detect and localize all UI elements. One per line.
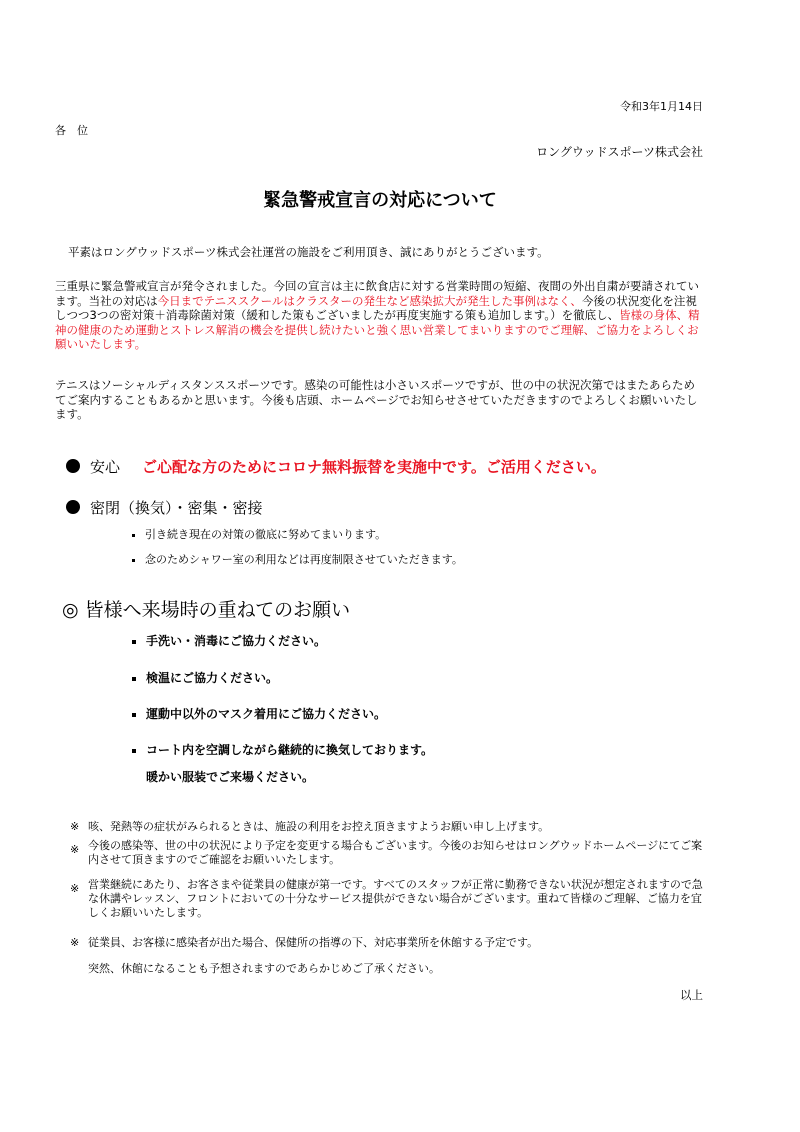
section-mippei-label: 密閉（換気）・密集・密接 [90,499,263,517]
bullet-square-icon [132,534,135,537]
note-item: ※ 今後の感染等、世の中の状況により予定を変更する場合もございます。今後のお知らせはロングウッドホームページにてご案内させて頂きますのでご確認をお願いいたします。 [70,839,703,866]
note-item: ※ 営業継続にあたり、お客さまや従業員の健康が第一です。すべてのスタッフが正常に勤務できない状況が想定されますので急な休講やレッスン、フロントにおいての十分なサービス提供ができない場合がございます。重ねて皆様のご理解、ご協力を宜しくお願いいたします。 [70,878,703,919]
list-item: 運動中以外のマスク着用にご協力ください。 [132,705,386,722]
greeting-paragraph: 平素はロングウッドスポーツ株式会社運営の施設をご利用頂き、誠にありがとうございます。 [68,245,549,259]
document-date: 令和3年1月14日 [620,100,703,113]
list-item: 手洗い・消毒にご協力ください。 [132,632,326,649]
bullet-square-icon [132,559,135,562]
note-item: ※ 咳、発熱等の症状がみられるときは、施設の利用をお控え頂きますようお願い申し上げます。 [70,820,550,833]
company-name: ロングウッドスポーツ株式会社 [536,145,703,159]
bullet-square-icon [132,677,136,681]
black-circle-icon [66,459,80,473]
document-title: 緊急警戒宣言の対応について [263,190,497,211]
closing-mark: 以上 [680,988,703,1002]
section-mippei [66,497,263,518]
bullet-square-icon [132,640,136,644]
list-item: コート内を空調しながら継続的に換気しております。 [132,741,433,758]
bullet-square-icon [132,713,136,717]
section-anshin-label: 安心 [90,458,121,476]
section-anshin-message: ご心配な方のためにコロナ無料振替を実施中です。ご活用ください。 [142,458,606,476]
note-mark-icon: ※ [70,820,80,833]
announcement-highlight-1: 今日までテニススクールはクラスターの発生など感染拡大が発生した事例はなく、 [157,293,582,308]
section-onegai-heading: ◎ 皆様へ来場時の重ねてのお願い [62,599,351,621]
announcement-text-1: 三重県に緊急警戒宣言が発令されました。今回の宣言は主に飲食店に対する営業時間の短縮、夜間の外出自粛が要請されています。当社の対応は [55,279,699,308]
black-circle-icon [66,500,80,514]
list-item: 念のためシャワー室の利用などは再度制限させていただきます。 [132,551,463,567]
list-item-continuation: 暖かい服装でご来場ください。 [146,770,315,784]
note-continuation: 突然、休館になることも予想されますのであらかじめご了承ください。 [88,962,440,975]
addressee: 各位 [55,124,99,137]
bullet-square-icon [132,749,136,753]
note-mark-icon: ※ [70,936,80,949]
note-mark-icon: ※ [70,882,80,895]
note-item: ※ 従業員、お客様に感染者が出た場合、保健所の指導の下、対応事業所を休館する予定です。 [70,936,539,949]
announcement-highlight-2: 皆様の身体、精神の健康のため運動とストレス解消の機会を提供し続けたいと強く思い営業してまいりますのでご理解、ご協力をよろしくお願いいたします。 [55,308,700,351]
note-mark-icon: ※ [70,843,80,856]
list-item: 引き続き現在の対策の徹底に努めてまいります。 [132,526,386,542]
list-item: 検温にご協力ください。 [132,669,278,686]
tennis-paragraph: テニスはソーシャルディスタンススポーツです。感染の可能性は小さいスポーツですが、世の中の状況次第ではまたあらためてご案内することもあるかと思います。今後も店頭、ホームページでお知らせさせていただきますのでよろしくお願いいたします。 [55,378,698,421]
section-anshin [66,456,606,477]
announcement-paragraph [55,279,705,352]
announcement-text-2: 今後の状況変化を注視しつつ3つの密対策＋消毒除菌対策（緩和した策もございましたが再度実施する策も追加します。）を徹底し、 [55,293,697,322]
